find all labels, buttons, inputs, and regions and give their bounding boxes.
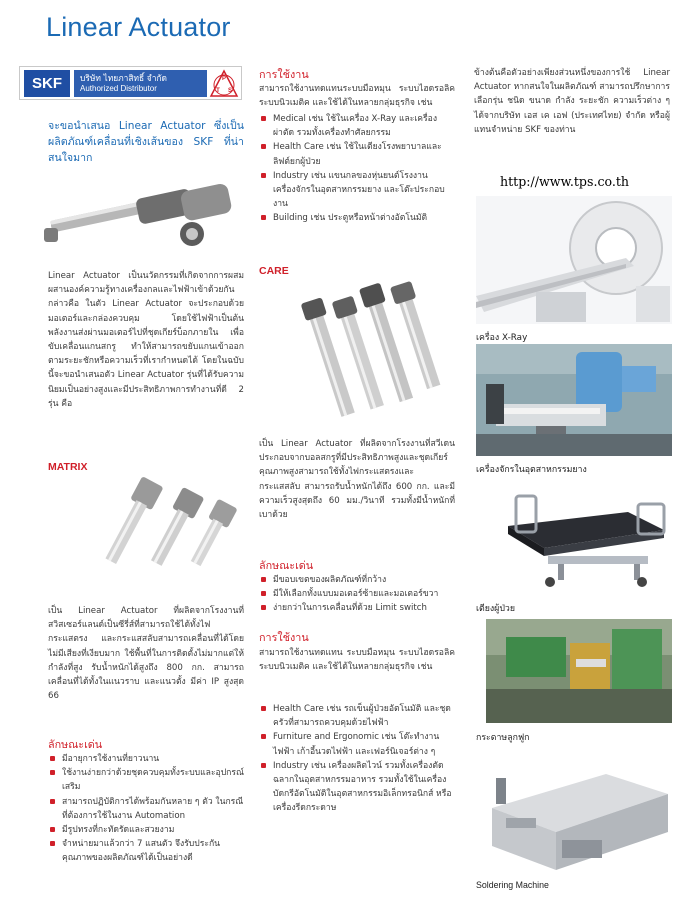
list-item: มีรูปทรงที่กะทัดรัดและสวยงาม	[46, 823, 246, 837]
bullet-icon	[261, 605, 266, 610]
bullet-icon	[261, 173, 266, 178]
care-heading: CARE	[259, 265, 289, 277]
list-item: มีอายุการใช้งานที่ยาวนาน	[46, 752, 246, 766]
matrix-heading: MATRIX	[48, 461, 88, 473]
bullet-icon	[261, 763, 266, 768]
closing-text: ข้างต้นคือตัวอย่างเพียงส่วนหนึ่งของการใช้ Linear Actuator หากสนใจในผลิตภัณฑ์ สามารถปรึกษาการเลือกรุ่น ชนิด ขนาด กำลัง ระยะชัก ความเร็วต่าง ๆ ได้จากบริษัท เอส เค เอฟ (ประเทศไทย) จำกัด หรือผู้แทนจำหน่าย SKF ของท่าน	[474, 68, 670, 135]
soldering-machine-photo	[486, 748, 672, 876]
list-item: สามารถปฏิบัติการได้พร้อมกันหลาย ๆ ตัว ในกรณีที่ต้องการใช้ในงาน Automation	[46, 795, 246, 823]
xray-caption: เครื่อง X-Ray	[476, 333, 528, 343]
pts-letter-p: P	[221, 76, 227, 82]
pts-logo	[209, 69, 239, 99]
bullet-icon	[50, 770, 55, 775]
corrugated-machine-photo	[486, 619, 672, 723]
bullet-icon	[50, 841, 55, 846]
hospital-bed-photo	[488, 478, 672, 590]
bullet-icon	[261, 734, 266, 739]
usage1-heading: การใช้งาน	[259, 68, 309, 81]
actuator-photo	[42, 176, 247, 256]
pts-letter-s: S	[227, 88, 233, 94]
list-item: Building เช่น ประตูหรือหน้าต่างอัตโนมัติ	[257, 211, 457, 225]
matrix-photo	[100, 470, 240, 578]
soldering-machine-caption: Soldering Machine	[476, 880, 549, 890]
list-item: มีขอบเขตของผลิตภัณฑ์ที่กว้าง	[257, 573, 457, 587]
authorized-distributor-label: Authorized Distributor	[80, 84, 157, 93]
corrugated-machine-caption: กระดาษลูกฟูก	[476, 733, 530, 743]
pts-letter-t: T	[216, 88, 220, 94]
company-name-thai: บริษัท ไทยภาสิทธิ์ จำกัด	[80, 73, 167, 83]
list-item: มีให้เลือกทั้งแบบมอเตอร์ซ้ายและมอเตอร์ขวา	[257, 587, 457, 601]
list-item: Medical เช่น ใช้ในเครื่อง X-Ray และเครื่องผ่าตัด รวมทั้งเครื่องทำศัลยกรรม	[257, 112, 457, 140]
list-item: Industry เช่น แขนกลของหุ่นยนต์โรงงาน เครื่องจักรในอุตสาหกรรมยาง และโต๊ะประกอบงาน	[257, 169, 457, 212]
list-item: Health Care เช่น รถเข็นผู้ป่วยอัตโนมัติ และชุดครัวที่สามารถควบคุมด้วยไฟฟ้า	[257, 702, 457, 730]
intro-description: Linear Actuator เป็นนวัตกรรมที่เกิดจากการผสมผสานองค์ความรู้ทางเครื่องกลและไฟฟ้าเข้าด้วยกัน กล่าวคือ ในตัว Linear Actuator จะประกอบด้วยมอเตอร์และกล่องควบคุม โดยใช้ไฟฟ้าเป็นต้นพลังงานส่งผ่านมอเตอร์ไปที่ชุดเกียร์บ็อกภายใน เพื่อขับเคลื่อนแกนสกรู ทำให้สามารถขยับแกนเข้าออก ตามระยะชักหรือความเร็วที่เรากำหนดได้ โดยในฉบับนี้จะขอนำเสนอตัว Linear Actuator รุ่นที่ได้รับความนิยมเป็นอย่างสูงและมีประสิทธิภาพการทำงานที่ดี 2 รุ่น คือ	[48, 271, 244, 409]
hospital-bed-caption: เตียงผู้ป่วย	[476, 604, 516, 614]
usage2-heading: การใช้งาน	[259, 631, 309, 644]
list-item: Health Care เช่น ใช้ในเตียงโรงพยาบาลและลิฟต์ยกผู้ป่วย	[257, 140, 457, 168]
care-description: เป็น Linear Actuator ที่ผลิตจากโรงงานที่สวีเดน ประกอบจากบอลสกรูที่มีประสิทธิภาพสูงและชุดเกียร์คุณภาพสูงสามารถใช้ทั้งไฟกระแสตรงและกระแสสลับ สามารถรับน้ำหนักได้ถึง 600 กก. และมีความเร็วสูงสุดถึง 60 มม./วินาที รวมทั้งมีน้ำหนักที่เบาด้วย	[259, 439, 455, 521]
bullet-icon	[261, 144, 266, 149]
bullet-icon	[261, 706, 266, 711]
matrix-description: เป็น Linear Actuator ที่ผลิตจากโรงงานที่สวิสเซอร์แลนด์เป็นซีรี่ส์ที่สามารถใช้ได้ทั้งไฟกระแสตรง และกระแสสลับสามารถเคลื่อนที่ได้โดยไม่มีเสียงที่เงียบมาก ใช้พื้นที่ในการติดตั้งไม่มากแต่ให้กำลังที่สูง รับน้ำหนักได้สูงถึง 800 กก. สามารถเคลื่อนที่ได้ทั้งในแนวราบ และแนวตั้ง มีค่า IP สูงสุด 66	[48, 606, 244, 702]
xray-photo	[476, 196, 672, 324]
skf-logo: SKF	[24, 70, 70, 97]
care-photo	[300, 272, 470, 422]
industry-machine-caption: เครื่องจักรในอุตสาหกรรมยาง	[476, 465, 587, 475]
list-item: Industry เช่น เครื่องผลิตไวน์ รวมทั้งเครื่องตัดฉลากในอุตสาหกรรมอาหาร รวมทั้งใช้ในเครื่องบัดกรีอัตโนมัติในอุตสาหกรรมอิเล็กทรอนิกส์ หรือเครื่องรีดกระดาษ	[257, 759, 457, 816]
company-name-bar	[74, 70, 207, 97]
matrix-features-heading: ลักษณะเด่น	[48, 738, 103, 751]
list-item: ใช้งานง่ายกว่าด้วยชุดควบคุมทั้งระบบและอุปกรณ์เสริม	[46, 766, 246, 794]
bullet-icon	[50, 799, 55, 804]
bullet-icon	[50, 756, 55, 761]
usage2-intro: สามารถใช้งานทดแทน ระบบมือหมุน ระบบไฮดรอลิค ระบบนิวเมติค และใช้ได้ในหลายกลุ่มธุรกิจ เช่น	[259, 648, 455, 673]
bullet-icon	[261, 577, 266, 582]
bullet-icon	[50, 827, 55, 832]
care-features-heading: ลักษณะเด่น	[259, 559, 314, 572]
distributor-logo	[19, 66, 242, 100]
care-features-list	[257, 573, 457, 616]
bullet-icon	[261, 215, 266, 220]
list-item: จำหน่ายมาแล้วกว่า 7 แสนตัว จึงรับประกันคุณภาพของผลิตภัณฑ์ได้เป็นอย่างดี	[46, 837, 246, 865]
industry-machine-photo	[476, 344, 672, 456]
usage2-list	[257, 702, 457, 816]
bullet-icon	[261, 591, 266, 596]
intro-text: จะขอนำเสนอ Linear Actuator ซึ่งเป็นผลิตภัณฑ์เคลื่อนที่เชิงเส้นของ SKF ที่น่าสนใจมาก	[48, 120, 244, 164]
website-link[interactable]: http://www.tps.co.th	[500, 174, 630, 189]
page-title: Linear Actuator	[46, 12, 231, 42]
bullet-icon	[261, 116, 266, 121]
usage1-list	[257, 112, 457, 226]
usage1-intro: สามารถใช้งานทดแทนระบบมือหมุน ระบบไฮดรอลิค ระบบนิวเมติค และใช้ได้ในหลายกลุ่มธุรกิจ เช่น	[259, 84, 455, 109]
list-item: ง่ายกว่าในการเคลื่อนที่ด้วย Limit switch	[257, 601, 457, 615]
list-item: Furniture and Ergonomic เช่น โต๊ะทำงานไฟฟ้า เก้าอี้นวดไฟฟ้า และเฟอร์นิเจอร์ต่าง ๆ	[257, 730, 457, 758]
matrix-features-list	[46, 752, 246, 866]
